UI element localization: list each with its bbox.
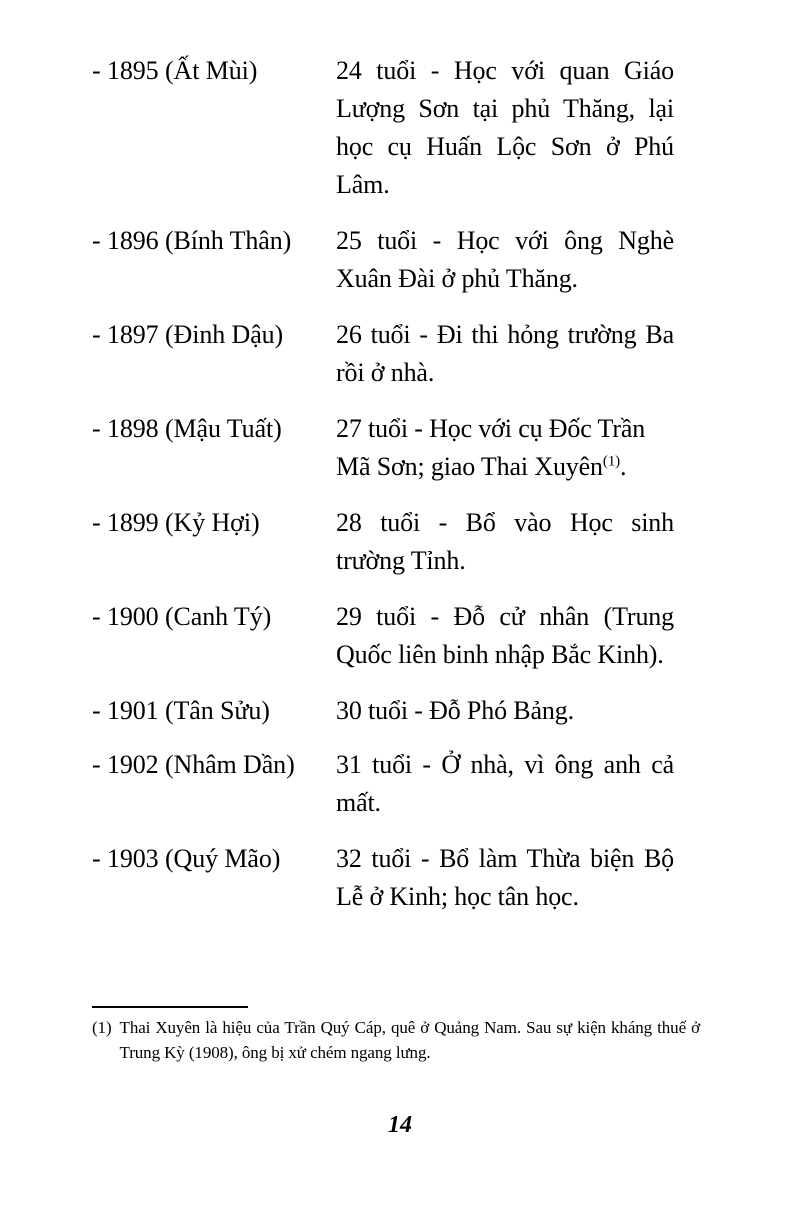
chronology-year: - 1897 (Đinh Dậu): [92, 320, 284, 349]
chronology-year: - 1895 (Ất Mùi): [92, 56, 258, 85]
chronology-year: - 1903 (Quý Mão): [92, 844, 281, 873]
chronology-description: 26 tuổi - Đi thi hỏng trường Ba rồi ở nhà.: [336, 320, 674, 387]
table-row: [92, 504, 692, 580]
table-row: [92, 222, 692, 298]
chronology-description-text: 27 tuổi - Học với cụ Đốc Trần Mã Sơn; giao Thai Xuyên: [336, 414, 646, 481]
table-row: [92, 692, 692, 730]
chronology-year: - 1898 (Mậu Tuất): [92, 414, 282, 443]
chronology-year: - 1900 (Canh Tý): [92, 602, 272, 631]
chronology-description: 25 tuổi - Học với ông Nghè Xuân Đài ở phủ Thăng.: [336, 226, 674, 293]
chronology-description: 28 tuổi - Bổ vào Học sinh trường Tỉnh.: [336, 508, 674, 575]
table-row: [92, 410, 692, 486]
footnote-text: Thai Xuyên là hiệu của Trần Quý Cáp, quê ở Quảng Nam. Sau sự kiện kháng thuế ở Trung Kỳ (1908), ông bị xử chém ngang lưng.: [119, 1018, 700, 1062]
table-row: [92, 598, 692, 674]
chronology-description: 24 tuổi - Học với quan Giáo Lượng Sơn tại phủ Thăng, lại học cụ Huấn Lộc Sơn ở Phú Lâm.: [336, 56, 674, 199]
chronology-table: [92, 52, 692, 934]
chronology-description: 29 tuổi - Đỗ cử nhân (Trung Quốc liên binh nhập Bắc Kinh).: [336, 602, 674, 669]
footnote-reference-marker: (1): [602, 453, 621, 470]
page-number: 14: [388, 1112, 412, 1138]
chronology-year: - 1902 (Nhâm Dần): [92, 750, 295, 779]
chronology-description: [336, 410, 674, 486]
chronology-year: - 1896 (Bính Thân): [92, 226, 292, 255]
footnote-separator-rule: [92, 1006, 248, 1008]
table-row: [92, 52, 692, 204]
footnote-marker: (1): [92, 1018, 112, 1037]
chronology-year: - 1901 (Tân Sửu): [92, 696, 270, 725]
chronology-description: 30 tuổi - Đỗ Phó Bảng.: [336, 696, 574, 725]
chronology-description: 31 tuổi - Ở nhà, vì ông anh cả mất.: [336, 750, 674, 817]
table-row: [92, 316, 692, 392]
chronology-year: - 1899 (Kỷ Hợi): [92, 508, 260, 537]
chronology-description-tail: .: [620, 452, 627, 481]
table-row: [92, 746, 692, 822]
table-row: [92, 840, 692, 916]
chronology-description: 32 tuổi - Bổ làm Thừa biện Bộ Lễ ở Kinh; học tân học.: [336, 844, 674, 911]
footnote: [92, 1015, 700, 1065]
footnote-block: [92, 1006, 700, 1065]
